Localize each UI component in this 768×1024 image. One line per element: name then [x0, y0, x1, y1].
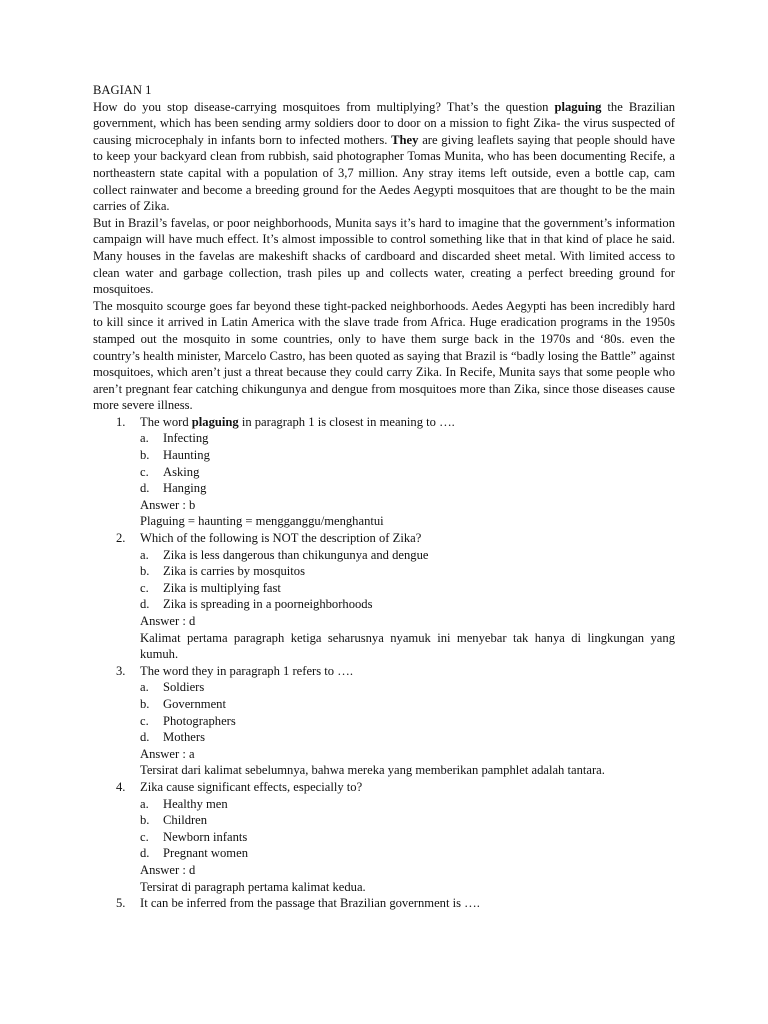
option-text: Pregnant women — [163, 846, 248, 861]
answer-key: Answer : d — [140, 614, 196, 628]
option-letter: a. — [140, 547, 149, 562]
option-text: Haunting — [163, 448, 210, 463]
option-text: Government — [163, 696, 226, 711]
option-text: Zika is less dangerous than chikungunya and dengue — [163, 547, 429, 562]
option-b — [140, 563, 675, 580]
option-letter: b. — [140, 448, 150, 463]
text-segment: The word — [140, 414, 192, 429]
option-c — [140, 580, 675, 597]
answer-explanation: Tersirat dari kalimat sebelumnya, bahwa mereka yang memberikan pamphlet adalah tantara. — [140, 763, 605, 778]
question-prompt — [140, 663, 675, 680]
option-text: Hanging — [163, 481, 207, 496]
option-letter: a. — [140, 431, 149, 446]
text-segment: The word they in paragraph 1 refers to …. — [140, 663, 353, 678]
option-letter: d. — [140, 730, 150, 745]
question-number: 1. — [116, 414, 126, 429]
option-letter: c. — [140, 464, 149, 479]
text-segment: Which of the following is NOT the description of Zika? — [140, 531, 422, 546]
option-b — [140, 696, 675, 713]
paragraph-2 — [93, 215, 675, 298]
option-letter: c. — [140, 713, 149, 728]
question-list — [93, 414, 675, 912]
option-letter: b. — [140, 813, 150, 828]
option-letter: b. — [140, 564, 150, 579]
option-letter: a. — [140, 680, 149, 695]
option-letter: d. — [140, 481, 150, 496]
question-5 — [93, 895, 675, 912]
option-text: Mothers — [163, 730, 205, 745]
question-3 — [93, 663, 675, 779]
paragraph-3 — [93, 298, 675, 414]
text-segment: It can be inferred from the passage that Brazilian government is …. — [140, 896, 480, 911]
option-d — [140, 480, 675, 497]
option-text: Newborn infants — [163, 829, 248, 844]
option-text: Soldiers — [163, 680, 205, 695]
option-text: Zika is multiplying fast — [163, 580, 281, 595]
option-letter: d. — [140, 597, 150, 612]
answer-key: Answer : a — [140, 746, 195, 761]
text-segment: How do you stop disease-carrying mosquitoes from multiplying? That’s the question — [93, 99, 555, 114]
bold-term: They — [391, 132, 419, 147]
reading-passage — [93, 99, 675, 414]
option-text: Healthy men — [163, 796, 228, 811]
bold-term: plaguing — [554, 99, 602, 114]
answer-explanation: Kalimat pertama paragraph ketiga seharusnya nyamuk ini menyebar tak hanya di lingkungan yang kumuh. — [140, 630, 675, 662]
option-letter: c. — [140, 580, 149, 595]
text-segment: Zika cause significant effects, especially to? — [140, 779, 363, 794]
text-segment: in paragraph 1 is closest in meaning to …. — [238, 414, 455, 429]
option-text: Zika is carries by mosquitos — [163, 564, 306, 579]
question-number: 2. — [116, 531, 126, 546]
text-segment: are giving leaflets saying that people should have to keep your backyard clean from rubbish, said photographer Tomas Munita, who has been documenting Recife, a northeastern state capital with a population of 3,7 million. Any stray items left outside, even a bottle cap, cam collect rainwater and become a breeding ground for the Aedes Aegypti mosquitoes that are thought to be the main carries of Zika. — [93, 132, 675, 214]
option-text: Zika is spreading in a poorneighborhoods — [163, 597, 373, 612]
answer-options — [140, 547, 675, 613]
paragraph-1 — [93, 99, 675, 215]
answer-key: Answer : b — [140, 497, 196, 512]
option-letter: d. — [140, 846, 150, 861]
question-1 — [93, 414, 675, 530]
option-text: Children — [163, 813, 208, 828]
question-4 — [93, 779, 675, 895]
answer-options — [140, 430, 675, 496]
answer-key: Answer : d — [140, 862, 196, 877]
option-a — [140, 430, 675, 447]
option-c — [140, 713, 675, 730]
bold-term: plaguing — [191, 414, 239, 429]
question-prompt — [140, 779, 675, 796]
question-prompt — [140, 414, 675, 431]
text-segment: But in Brazil’s favelas, or poor neighborhoods, Munita says it’s hard to imagine that the government’s information campaign will have much effect. It’s almost impossible to control something like that in that kind of place he said. Many houses in the favelas are makeshift shacks of cardboard and discarded sheet metal. With limited access to clean water and garbage collection, trash piles up and collects water, creating a perfect breeding ground for mosquitoes. — [93, 215, 675, 297]
answer-options — [140, 679, 675, 745]
option-letter: b. — [140, 696, 150, 711]
option-c — [140, 829, 675, 846]
question-number: 5. — [116, 896, 126, 911]
option-text: Photographers — [163, 713, 236, 728]
option-b — [140, 812, 675, 829]
question-number: 3. — [116, 663, 126, 678]
question-2 — [93, 530, 675, 663]
option-a — [140, 796, 675, 813]
option-letter: a. — [140, 796, 149, 811]
option-d — [140, 845, 675, 862]
option-c — [140, 464, 675, 481]
question-number: 4. — [116, 779, 126, 794]
option-text: Infecting — [163, 431, 209, 446]
answer-options — [140, 796, 675, 862]
question-prompt — [140, 530, 675, 547]
question-prompt — [140, 895, 675, 912]
answer-explanation: Tersirat di paragraph pertama kalimat kedua. — [140, 879, 366, 894]
text-segment: The mosquito scourge goes far beyond these tight-packed neighborhoods. Aedes Aegypti has been incredibly hard to kill since it arrived in Latin America with the slave trade from Africa. Huge eradication programs in the 1950s stamped out the mosquito in some countries, only to have them surge back in the 1970s and ‘80s. even the country’s health minister, Marcelo Castro, has been quoted as saying that Brazil is “badly losing the Battle” against mosquitoes, which aren’t just a threat because they could carry Zika. In Recife, Munita says that some people who aren’t pregnant fear catching chikungunya and dengue from mosquitoes more than Zika, since those diseases cause more severe illness. — [93, 298, 675, 413]
text-segment: the Brazilian government, which has been sending army soldiers door to door on a mission to fight Zika- the virus suspected of causing microcephaly in infants born to infected mothers. — [93, 99, 675, 147]
option-a — [140, 679, 675, 696]
option-text: Asking — [163, 464, 200, 479]
option-d — [140, 596, 675, 613]
option-b — [140, 447, 675, 464]
answer-explanation: Plaguing = haunting = mengganggu/menghantui — [140, 514, 384, 529]
option-a — [140, 547, 675, 564]
option-letter: c. — [140, 829, 149, 844]
option-d — [140, 729, 675, 746]
section-heading: BAGIAN 1 — [93, 83, 152, 97]
